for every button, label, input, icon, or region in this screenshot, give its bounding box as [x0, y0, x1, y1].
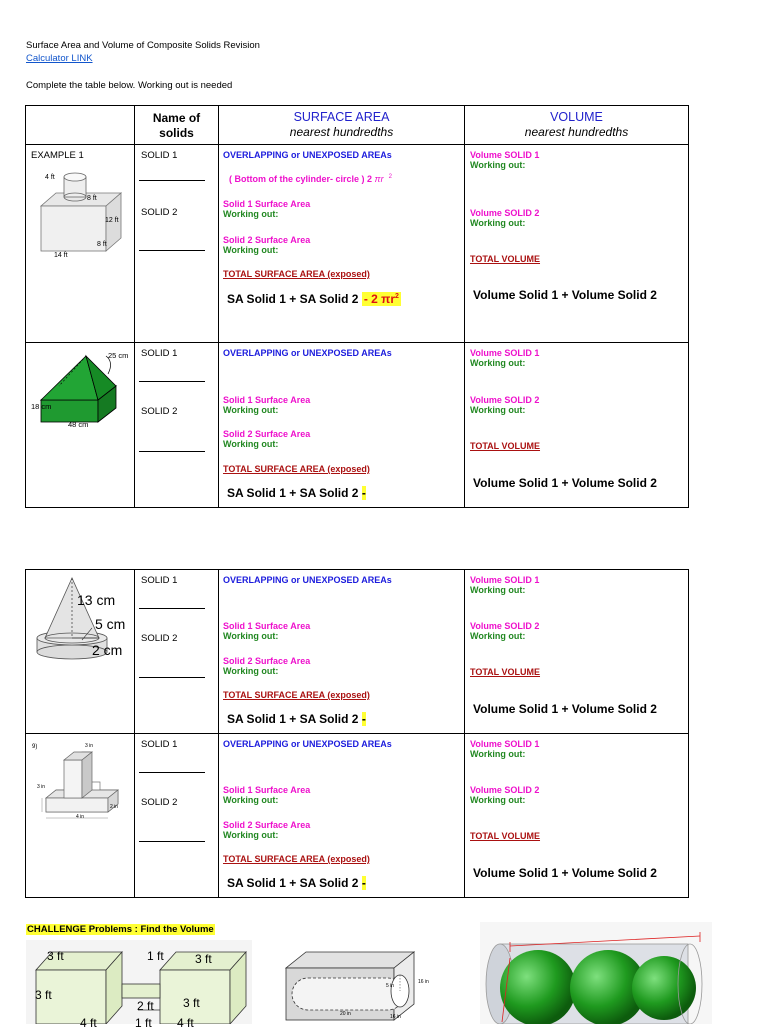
dim-label: 5 in	[386, 983, 395, 989]
vol1-label: Volume SOLID 1	[470, 348, 540, 358]
vol1-label: Volume SOLID 1	[470, 739, 540, 749]
dim-label: 5 cm	[95, 616, 126, 632]
working-label: Working out:	[470, 749, 526, 759]
vol2-label: Volume SOLID 2	[470, 785, 540, 795]
vol2-label: Volume SOLID 2	[470, 621, 540, 631]
problem-number: 9)	[32, 744, 38, 750]
dim-label: 12 ft	[105, 217, 119, 224]
solid2-label: SOLID 2	[141, 406, 178, 417]
calculator-link[interactable]: Calculator LINK	[26, 53, 93, 64]
answer-line[interactable]	[139, 772, 205, 773]
sa2-label: Solid 2 Surface Area	[223, 235, 311, 245]
problem2-sa-cell	[219, 343, 465, 508]
dim-label: 13 cm	[77, 592, 116, 608]
answer-line[interactable]	[139, 451, 205, 452]
answer-line[interactable]	[139, 841, 205, 842]
solid1-label: SOLID 1	[141, 150, 178, 161]
working-label: Working out:	[223, 795, 279, 805]
total-sa-label: TOTAL SURFACE AREA (exposed)	[223, 269, 370, 279]
dim-label: 25 cm	[108, 351, 129, 360]
solid2-label: SOLID 2	[141, 797, 178, 808]
dim-label: 4 in	[76, 814, 85, 820]
answer-line[interactable]	[139, 608, 205, 609]
dim-label: 16 in	[390, 1014, 401, 1020]
working-label: Working out:	[470, 631, 526, 641]
dim-label: 2 in	[110, 804, 119, 810]
overlap-label: OVERLAPPING or UNEXPOSED AREAs	[223, 150, 392, 160]
sa1-label: Solid 1 Surface Area	[223, 621, 311, 631]
working-label: Working out:	[470, 358, 526, 368]
dim-label: 4 ft	[80, 1016, 97, 1030]
dim-label: 3 in	[37, 784, 46, 790]
sa-heading: SURFACE AREA	[293, 110, 390, 124]
working-label: Working out:	[470, 218, 526, 228]
vol2-label: Volume SOLID 2	[470, 395, 540, 405]
problem4-figure-cell	[26, 734, 135, 898]
header-vol-cell	[465, 106, 689, 145]
sa1-label: Solid 1 Surface Area	[223, 785, 311, 795]
problem2-row	[26, 343, 689, 508]
problem2-figure-cell	[26, 343, 135, 508]
header-name-cell: Name of solids	[135, 106, 219, 145]
dim-label: 3 ft	[35, 988, 52, 1002]
answer-line[interactable]	[139, 180, 205, 181]
worksheet-table-2	[25, 569, 689, 898]
total-sa-label: TOTAL SURFACE AREA (exposed)	[223, 464, 370, 474]
problem4-row	[26, 734, 689, 898]
dim-label: 3 ft	[47, 949, 64, 963]
vol-subheading: nearest hundredths	[524, 125, 629, 139]
working-label: Working out:	[223, 209, 279, 219]
example1-vol-cell	[465, 145, 689, 343]
example1-label: EXAMPLE 1	[31, 150, 84, 161]
vol1-label: Volume SOLID 1	[470, 150, 540, 160]
dim-label: 3 ft	[195, 952, 212, 966]
sa1-label: Solid 1 Surface Area	[223, 395, 311, 405]
problem4-sa-cell	[219, 734, 465, 898]
working-label: Working out:	[470, 585, 526, 595]
answer-line[interactable]	[139, 250, 205, 251]
total-vol-label: TOTAL VOLUME	[470, 831, 541, 841]
challenge-title: CHALLENGE Problems : Find the Volume	[27, 924, 214, 935]
example1-names-cell	[135, 145, 219, 343]
problem4-names-cell	[135, 734, 219, 898]
problem2-names-cell	[135, 343, 219, 508]
dim-label: 2 cm	[92, 642, 123, 658]
solid2-label: SOLID 2	[141, 207, 178, 218]
solid1-label: SOLID 1	[141, 575, 178, 586]
example1-row	[26, 145, 689, 343]
vol-formula: Volume Solid 1 + Volume Solid 2	[473, 476, 657, 490]
dim-label: 8 ft	[87, 195, 97, 202]
problem3-row	[26, 570, 689, 734]
instruction-text: Complete the table below. Working out is needed	[26, 80, 233, 91]
problem4-vol-cell	[465, 734, 689, 898]
dim-label: 18 cm	[31, 402, 52, 411]
cylinder-on-cube-figure	[36, 171, 136, 263]
sa2-label: Solid 2 Surface Area	[223, 820, 311, 830]
example1-sa-cell	[219, 145, 465, 343]
total-sa-label: TOTAL SURFACE AREA (exposed)	[223, 690, 370, 700]
overlap-label: OVERLAPPING or UNEXPOSED AREAs	[223, 739, 392, 749]
sa2-label: Solid 2 Surface Area	[223, 656, 311, 666]
problem2-vol-cell	[465, 343, 689, 508]
working-label: Working out:	[223, 830, 279, 840]
problem3-names-cell	[135, 570, 219, 734]
dim-label: 1 ft	[147, 949, 164, 963]
solid1-label: SOLID 1	[141, 739, 178, 750]
dim-label: 14 ft	[54, 252, 68, 259]
problem3-figure-cell	[26, 570, 135, 734]
problem3-vol-cell	[465, 570, 689, 734]
overlap-note: ( Bottom of the cylinder- circle ) 2 πr $^2$	[229, 174, 392, 184]
page-title: Surface Area and Volume of Composite Solids Revision	[26, 40, 260, 51]
total-sa-label: TOTAL SURFACE AREA (exposed)	[223, 854, 370, 864]
worksheet-table-1	[25, 105, 689, 508]
vol-formula: Volume Solid 1 + Volume Solid 2	[473, 288, 657, 302]
dim-label: 3 in	[85, 743, 94, 749]
sa-formula: SA Solid 1 + SA Solid 2 - 2 $\pi r^2$	[227, 292, 399, 306]
overlap-label: OVERLAPPING or UNEXPOSED AREAs	[223, 348, 392, 358]
vol1-label: Volume SOLID 1	[470, 575, 540, 585]
vol-formula: Volume Solid 1 + Volume Solid 2	[473, 866, 657, 880]
header-blank-cell	[26, 106, 135, 145]
vol-heading: VOLUME	[550, 110, 603, 124]
working-label: Working out:	[223, 245, 279, 255]
answer-line[interactable]	[139, 381, 205, 382]
solid1-label: SOLID 1	[141, 348, 178, 359]
sa2-label: Solid 2 Surface Area	[223, 429, 311, 439]
dim-label: 1 ft	[135, 1016, 152, 1030]
dim-label: 16 in	[418, 979, 429, 985]
dim-label: 8 ft	[97, 241, 107, 248]
vol2-label: Volume SOLID 2	[470, 208, 540, 218]
total-vol-label: TOTAL VOLUME	[470, 667, 541, 677]
solid2-label: SOLID 2	[141, 633, 178, 644]
working-label: Working out:	[223, 631, 279, 641]
dim-label: 4 ft	[45, 174, 55, 181]
dim-label: 3 ft	[183, 996, 200, 1010]
example1-figure-cell	[26, 145, 135, 343]
overlap-label: OVERLAPPING or UNEXPOSED AREAs	[223, 575, 392, 585]
sa-subheading: nearest hundredths	[289, 125, 394, 139]
sa-formula: SA Solid 1 + SA Solid 2 -	[227, 876, 366, 890]
answer-line[interactable]	[139, 677, 205, 678]
working-label: Working out:	[470, 405, 526, 415]
working-label: Working out:	[223, 666, 279, 676]
sa1-label: Solid 1 Surface Area	[223, 199, 311, 209]
total-vol-label: TOTAL VOLUME	[470, 441, 541, 451]
sa-formula: SA Solid 1 + SA Solid 2 -	[227, 486, 366, 500]
vol-formula: Volume Solid 1 + Volume Solid 2	[473, 702, 657, 716]
sa-formula: SA Solid 1 + SA Solid 2 -	[227, 712, 366, 726]
dim-label: 4 ft	[177, 1016, 194, 1030]
dim-label: 20 in	[340, 1011, 351, 1017]
header-sa-cell	[219, 106, 465, 145]
dim-label: 2 ft	[137, 999, 154, 1013]
working-label: Working out:	[470, 160, 526, 170]
challenge-spheres-in-cylinder-figure	[480, 922, 712, 1024]
working-label: Working out:	[223, 405, 279, 415]
dim-label: 48 cm	[68, 420, 89, 429]
total-vol-label: TOTAL VOLUME	[470, 254, 541, 264]
working-label: Working out:	[470, 795, 526, 805]
working-label: Working out:	[223, 439, 279, 449]
challenge-box-with-cavity-figure	[282, 948, 442, 1024]
problem3-sa-cell	[219, 570, 465, 734]
